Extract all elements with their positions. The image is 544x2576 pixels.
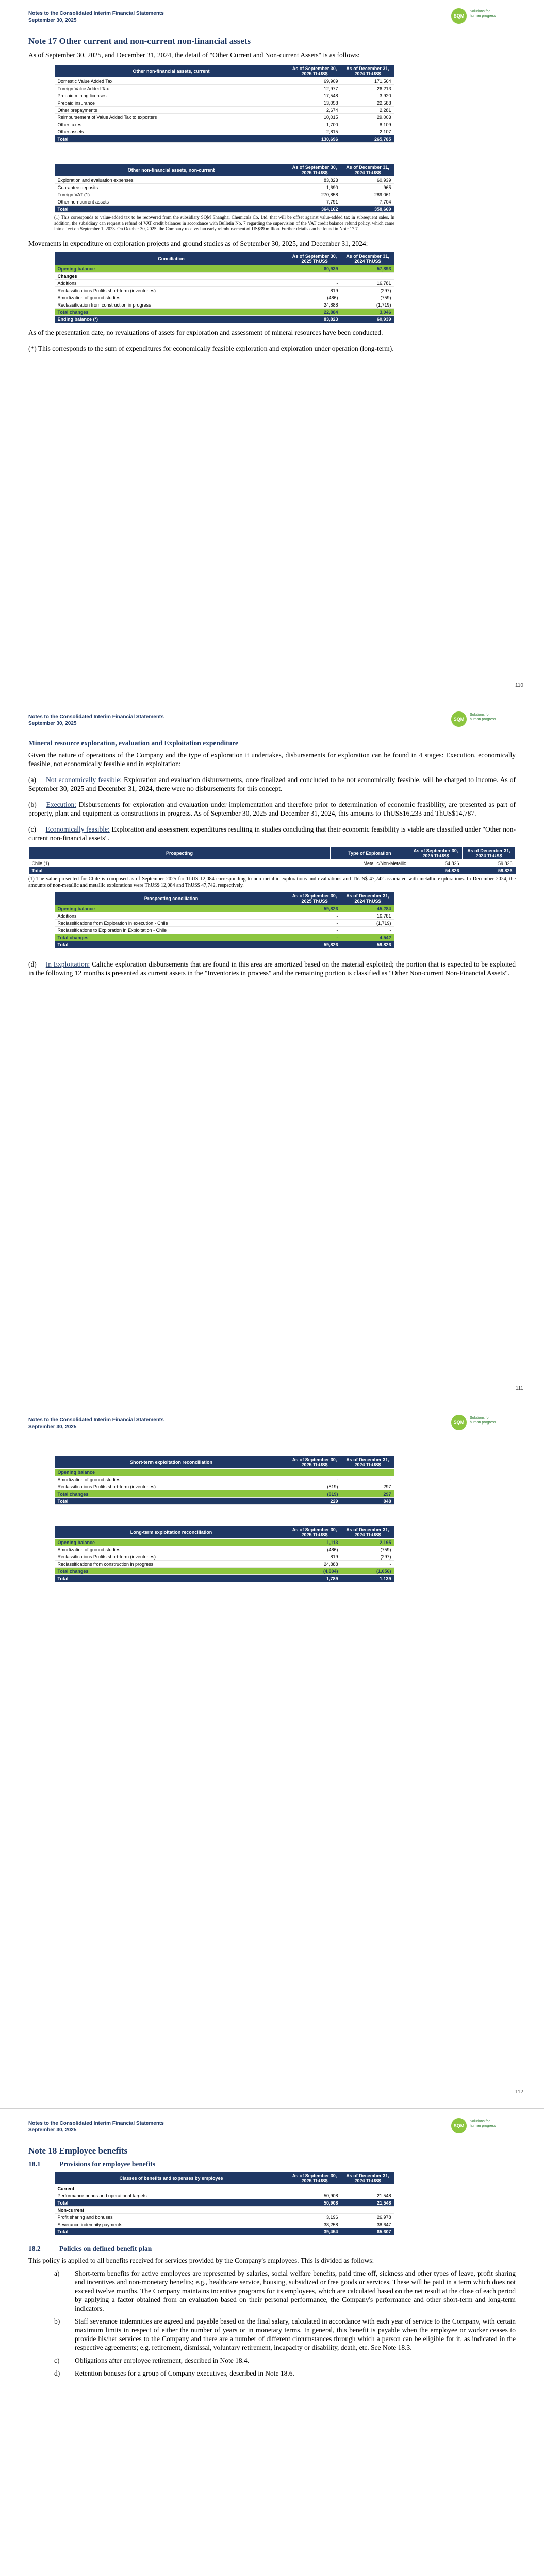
table-row <box>55 1476 394 1483</box>
total-row <box>55 941 394 948</box>
table-cell: 83,823 <box>288 316 341 323</box>
table-cell <box>341 2207 394 2214</box>
table-cell: 22,588 <box>341 99 394 107</box>
short-term-exploitation-table: Short-term exploitation reconciliation As of September 30, 2025 ThUS$ As of December 31, 2024 ThUS$ Opening balance Amortization of ground studies - - Reclassifications Profits short-term (inventories) (819) 297 Total changes (819) 297 Total 229 848 <box>54 1455 394 1505</box>
table-cell: Metallic/Non-Metallic <box>331 860 409 867</box>
sqm-logo <box>451 1415 529 1432</box>
table-cell: Other assets <box>55 128 288 135</box>
table-row <box>55 280 394 287</box>
total-row <box>29 867 516 874</box>
table-cell: Opening balance <box>55 265 288 273</box>
page-number: 112 <box>515 2089 523 2095</box>
table-cell: Ending balance (*) <box>55 316 288 323</box>
table-cell: - <box>288 934 341 941</box>
table-cell <box>331 867 409 874</box>
table-row <box>55 184 394 191</box>
table-row <box>55 2221 394 2228</box>
list-item-label: b) <box>54 2317 60 2325</box>
table-cell: 7,791 <box>288 198 341 206</box>
table-cell: 65,607 <box>341 2228 394 2235</box>
table-cell: 45,284 <box>341 905 394 912</box>
list-item-label: d) <box>54 2369 60 2377</box>
table-cell: 2,107 <box>341 128 394 135</box>
table-cell: - <box>288 920 341 927</box>
table-cell: 24,888 <box>288 301 341 309</box>
table-cell: Foreign VAT (1) <box>55 191 288 198</box>
sqm-logo <box>451 2118 529 2136</box>
table-cell: 171,564 <box>341 78 394 85</box>
table-cell: 54,826 <box>409 867 463 874</box>
table-cell: Opening balance <box>55 1539 288 1546</box>
table-cell <box>288 2185 341 2192</box>
table-cell <box>341 1469 394 1476</box>
table-cell: - <box>341 927 394 934</box>
table-cell: Total changes <box>55 934 288 941</box>
noncurrent-assets-table: Other non-financial assets, non-current As of September 30, 2025 ThUS$ As of December 31, 2024 ThUS$ Exploration and evaluation expenses 83,823 60,939 Guarantee deposits 1,690 965 Foreign VAT (1) 270,858 289,061 Other non-current assets 7,791 7,704 Total 364,162 358,669 <box>54 163 394 213</box>
page-number: 111 <box>515 1386 523 1392</box>
table-cell: Total <box>55 1575 288 1582</box>
table-cell: Performance bonds and operational targets <box>55 2192 288 2199</box>
table-cell: Non-current <box>55 2207 288 2214</box>
table-cell: 24,888 <box>288 1561 341 1568</box>
table-cell: Other taxes <box>55 121 288 128</box>
list-item-text: Retention bonuses for a group of Company executives, described in Note 18.6. <box>75 2369 294 2377</box>
logo-tagline: Solutions for human progress <box>470 1416 496 1425</box>
table-cell: Total <box>55 2228 288 2235</box>
table-row <box>55 1539 394 1546</box>
movements-intro: Movements in expenditure on exploration projects and ground studies as of September 30, 2025, and December 31, 2024: <box>28 240 368 247</box>
table-cell: 1,139 <box>341 1575 394 1582</box>
total-row <box>55 206 394 213</box>
table-cell: 2,674 <box>288 107 341 114</box>
sqm-logo <box>451 8 529 26</box>
table-cell: (819) <box>288 1490 341 1498</box>
table-cell: 16,781 <box>341 912 394 920</box>
list-item <box>54 2369 516 2378</box>
mineral-heading: Mineral resource exploration, evaluation and Exploitation expenditure <box>28 739 238 747</box>
table-cell: 297 <box>341 1490 394 1498</box>
table-cell: 38,647 <box>341 2221 394 2228</box>
table-cell: 38,258 <box>288 2221 341 2228</box>
page-header: Notes to the Consolidated Interim Financial Statements September 30, 2025 <box>28 11 164 23</box>
table-cell: Changes <box>55 273 288 280</box>
table-cell: Total <box>55 135 288 143</box>
table-cell: 3,196 <box>288 2214 341 2221</box>
table-cell: Domestic Value Added Tax <box>55 78 288 85</box>
table-cell: 69,909 <box>288 78 341 85</box>
note-17-title: Note 17 Other current and non-current non-financial assets <box>28 36 251 46</box>
table-row <box>55 2214 394 2221</box>
table-cell: (297) <box>341 1553 394 1561</box>
item-b: (b) Execution: Disbursements for exploration and evaluation under implementation and therefore prior to determination of economic feasibility, are presented as part of property, plant and equipment as constructions in progress. As of September 30, 2025 and December 31, 2024, this amounts to ThUS$16,233 and ThUS$14,787. <box>28 801 516 817</box>
table-cell: Additions <box>55 280 288 287</box>
table-cell: Additions <box>55 912 288 920</box>
table-cell: 59,826 <box>463 860 516 867</box>
total-row <box>55 2199 394 2207</box>
list-item-text: Obligations after employee retirement, described in Note 18.4. <box>75 2357 250 2364</box>
table-cell: Prepaid insurance <box>55 99 288 107</box>
table-cell: 289,061 <box>341 191 394 198</box>
table-cell: (4,804) <box>288 1568 341 1575</box>
page-header: Notes to the Consolidated Interim Financial Statements September 30, 2025 <box>28 2121 164 2133</box>
table-cell <box>288 2207 341 2214</box>
table-row <box>55 265 394 273</box>
table-cell: Total <box>55 206 288 213</box>
prospecting-conciliation-table: Prospecting conciliation As of September 30, 2025 ThUS$ As of December 31, 2024 ThUS$ Opening balance 59,826 45,284 Additions - 16,781 Reclassifications from Exploration in execution - Chile - (1,719) Reclassifications to Exploration in Exploitation - Chile - - Total changes - 4,542 Total 59,826 59,826 <box>54 892 394 948</box>
table-cell: Total <box>55 1498 288 1505</box>
table-cell: 10,015 <box>288 114 341 121</box>
table-cell: 229 <box>288 1498 341 1505</box>
table-cell: 60,939 <box>341 316 394 323</box>
table-cell: Reclassifications Profits short-term (inventories) <box>55 287 288 294</box>
page-112 <box>0 1406 544 2107</box>
table-cell: Amortization of ground studies <box>55 1546 288 1553</box>
table-cell <box>341 2185 394 2192</box>
table-cell: 2,815 <box>288 128 341 135</box>
movements-table: Conciliation As of September 30, 2025 ThUS$ As of December 31, 2024 ThUS$ Opening balance 60,939 57,893 Changes Additions - 16,781 Reclassifications Profits short-term (inventories) 819 (297) Amortization of ground studies (486) (759) Reclassification from construction in progress 24,888 (1,719) Total changes 22,884 3,046 Ending balance (*) 83,823 60,939 <box>54 252 394 323</box>
table-cell: 83,823 <box>288 177 341 184</box>
table-cell: Other non-current assets <box>55 198 288 206</box>
item-c: (c) Economically feasible: Exploration and assessment expenditures resulting in studies concluding that their economic feasibility is viable are classified under "Other non-current non-financial assets". <box>28 825 516 842</box>
table-cell: 50,908 <box>288 2199 341 2207</box>
page-111 <box>0 703 544 1404</box>
table-cell: 21,548 <box>341 2199 394 2207</box>
table-row <box>55 905 394 912</box>
table-cell: Other prepayments <box>55 107 288 114</box>
page-113 <box>0 2110 544 2576</box>
benefit-policy-list <box>54 2269 516 2378</box>
table-cell: 3,046 <box>341 309 394 316</box>
table-cell: 2,195 <box>341 1539 394 1546</box>
list-item-label: a) <box>54 2269 60 2277</box>
table-cell: 1,113 <box>288 1539 341 1546</box>
list-item-text: Short-term benefits for active employees are represented by salaries, social welfare benefits, paid time off, sickness and other types of leave, profit sharing and incentives and non-monetary benefits; e.g., healthcare service, housing, subsidized or free goods or services. These will be paid in a term which does not exceed twelve months. The Company maintains incentive programs for its employees, which are calculated based on the net result at the close of each period by applying a factor obtained from an evaluation based on their personal performance, the Company's performance and other short-term and long-term indicators. <box>75 2269 516 2312</box>
table-cell: 16,781 <box>341 280 394 287</box>
table-cell: Guarantee deposits <box>55 184 288 191</box>
table-row <box>55 1490 394 1498</box>
table-cell: Chile (1) <box>29 860 331 867</box>
note-18-title: Note 18 Employee benefits <box>28 2146 128 2156</box>
table-row <box>55 78 394 85</box>
table-cell: 3,920 <box>341 92 394 99</box>
table-cell: - <box>288 927 341 934</box>
section-18-2-title: 18.2 Policies on defined benefit plan <box>28 2245 152 2252</box>
table-row <box>55 121 394 128</box>
sqm-logo <box>451 711 529 729</box>
table-row <box>55 1483 394 1490</box>
page-header: Notes to the Consolidated Interim Financial Statements September 30, 2025 <box>28 1417 164 1430</box>
table-cell: 39,454 <box>288 2228 341 2235</box>
list-item-text: Staff severance indemnities are agreed and payable based on the final salary, calculated in accordance with each year of service to the Company, with certain maximum limits in respect of either the number of years or in monetary terms. In general, this benefit is payable when the employee or worker ceases to provide his/her services to the Company and there are a number of different circumstances through which a person can be eligible for it, as indicated in the respective agreements; e.g. retirement, dismissal, voluntary retirement, incapacity or disability, death, etc. See Note 18.3. <box>75 2317 516 2351</box>
prospecting-footnote: (1) The value presented for Chile is composed as of September 2025 for ThUS 12,084 corresponding to non-metallic explorations and evaluations and ThUS$ 47,742 associated with metallic explorations. In December 2024, the amounts of non-metallic and metallic explorations were ThUS$ 12,084 and ThUS$ 47,742, respectively. <box>28 876 516 888</box>
table-row <box>55 128 394 135</box>
table-cell: 7,704 <box>341 198 394 206</box>
table-cell: 54,826 <box>409 860 463 867</box>
total-row <box>55 1575 394 1582</box>
table-cell: Opening balance <box>55 905 288 912</box>
table-row <box>55 2207 394 2214</box>
table-cell: 22,884 <box>288 309 341 316</box>
employee-benefits-table: Classes of benefits and expenses by employee As of September 30, 2025 ThUS$ As of December 31, 2024 ThUS$ Current Performance bonds and operational targets 50,908 21,548 Total 50,908 21,548 Non-current Profit sharing and bonuses 3,196 26,978 Severance indemnity payments 38,258 38,647 Total 39,454 65,607 <box>54 2172 394 2235</box>
page-110 <box>0 0 544 701</box>
table-cell: 297 <box>341 1483 394 1490</box>
table-cell: Reclassifications Profits short-term (inventories) <box>55 1553 288 1561</box>
table-cell: Total changes <box>55 309 288 316</box>
table-cell: Prepaid mining licenses <box>55 92 288 99</box>
table-cell: Opening balance <box>55 1469 288 1476</box>
table-cell: Reclassification from construction in progress <box>55 301 288 309</box>
table-cell: Reimbursement of Value Added Tax to exporters <box>55 114 288 121</box>
table-row <box>55 301 394 309</box>
table-row <box>55 1469 394 1476</box>
table-cell: Total changes <box>55 1568 288 1575</box>
asterisk-note: (*) This corresponds to the sum of expenditures for economically feasible exploration and exploration under operation (long-term). <box>28 345 394 352</box>
list-item-label: c) <box>54 2357 60 2364</box>
table-cell: Total <box>55 941 288 948</box>
logo-tagline: Solutions for human progress <box>470 10 496 18</box>
table-cell: - <box>341 1561 394 1568</box>
page-header: Notes to the Consolidated Interim Financial Statements September 30, 2025 <box>28 714 164 726</box>
table-cell: (486) <box>288 1546 341 1553</box>
table-cell: Reclassifications from Exploration in execution - Chile <box>55 920 288 927</box>
table-cell: (486) <box>288 294 341 301</box>
page-number: 110 <box>515 683 523 688</box>
table-row <box>55 114 394 121</box>
table-cell: 848 <box>341 1498 394 1505</box>
table-cell: (819) <box>288 1483 341 1490</box>
stages-paragraph: Given the nature of operations of the Company and the type of exploration it undertakes, disbursements for exploration can be found in 4 stages: Execution, economically feasible, not economically feasible and in exploitation: <box>28 751 516 768</box>
table-row <box>55 177 394 184</box>
table-cell: Total <box>29 867 331 874</box>
table-cell: (297) <box>341 287 394 294</box>
total-row <box>55 316 394 323</box>
table-row <box>55 1561 394 1568</box>
table-cell: 29,003 <box>341 114 394 121</box>
current-assets-table: Other non-financial assets, current As of September 30, 2025 ThUS$ As of December 31, 2024 ThUS$ Domestic Value Added Tax 69,909 171,564 Foreign Value Added Tax 12,977 26,213 Prepaid mining licenses 17,548 3,920 Prepaid insurance 13,058 22,588 Other prepayments 2,674 2,281 Reimbursement of Value Added Tax to exporters 10,015 29,003 Other taxes 1,700 8,109 Other assets 2,815 2,107 Total 130,696 265,785 <box>54 64 394 143</box>
table-row <box>55 107 394 114</box>
item-a: (a) Not economically feasible: Exploration and evaluation disbursements, once finalized and concluded to be not economically feasible, will be charged to income. As of September 30, 2025 and December 31, 2024, there were no disbursements for this concept. <box>28 776 516 792</box>
table-cell: 1,690 <box>288 184 341 191</box>
sqm-logo-icon: SQM <box>451 1415 467 1430</box>
section-18-2-intro: This policy is applied to all benefits received for services provided by the Company's employees. This is divided as follows: <box>28 2257 374 2264</box>
table-cell: Total <box>55 2199 288 2207</box>
table-cell <box>288 1469 341 1476</box>
table-row <box>55 287 394 294</box>
table-cell: 819 <box>288 287 341 294</box>
table-cell: 12,977 <box>288 85 341 92</box>
table-cell: 1,700 <box>288 121 341 128</box>
table-cell: - <box>288 280 341 287</box>
table-row <box>55 294 394 301</box>
table-cell: - <box>288 1476 341 1483</box>
table-row <box>55 920 394 927</box>
total-row <box>55 135 394 143</box>
table-cell: (1,719) <box>341 920 394 927</box>
table-cell: 4,542 <box>341 934 394 941</box>
table-cell: 819 <box>288 1553 341 1561</box>
table-cell <box>288 273 341 280</box>
sqm-logo-icon: SQM <box>451 2118 467 2133</box>
list-item <box>54 2356 516 2365</box>
table-cell: Total changes <box>55 1490 288 1498</box>
table-cell: 21,548 <box>341 2192 394 2199</box>
table-cell: 2,281 <box>341 107 394 114</box>
list-item <box>54 2269 516 2313</box>
table-row <box>55 934 394 941</box>
table-cell: (1,719) <box>341 301 394 309</box>
item-d: (d) In Exploitation: Caliche exploration disbursements that are found in this area are amortized based on the material exploited; the portion that is expected to be exploited in the following 12 months is presented as current assets in the "Inventories in process" and the remaining portion is classified as "Other Non-current Non-Financial Assets". <box>28 960 516 977</box>
table-cell: 17,548 <box>288 92 341 99</box>
table-row <box>55 912 394 920</box>
logo-tagline: Solutions for human progress <box>470 2120 496 2128</box>
table-cell: 59,826 <box>341 941 394 948</box>
table-cell: Reclassifications to Exploration in Exploitation - Chile <box>55 927 288 934</box>
table-row <box>29 860 516 867</box>
table-cell: 364,162 <box>288 206 341 213</box>
table-cell: Reclassifications from construction in progress <box>55 1561 288 1568</box>
table-cell: - <box>288 912 341 920</box>
table-cell: 59,826 <box>288 941 341 948</box>
table-cell: 270,858 <box>288 191 341 198</box>
section-18-1-title: 18.1 Provisions for employee benefits <box>28 2160 155 2168</box>
table-cell: - <box>341 1476 394 1483</box>
table-cell: (759) <box>341 294 394 301</box>
table-cell: 13,058 <box>288 99 341 107</box>
table-cell: 358,669 <box>341 206 394 213</box>
table-cell: 60,939 <box>341 177 394 184</box>
table-row <box>55 927 394 934</box>
table-cell: 8,109 <box>341 121 394 128</box>
table-cell: 265,785 <box>341 135 394 143</box>
table-cell: 60,939 <box>288 265 341 273</box>
page-divider <box>0 2108 544 2109</box>
table-cell: Current <box>55 2185 288 2192</box>
table-row <box>55 2185 394 2192</box>
table-cell: 50,908 <box>288 2192 341 2199</box>
table-cell: Amortization of ground studies <box>55 1476 288 1483</box>
table-cell: Severance indemnity payments <box>55 2221 288 2228</box>
sqm-logo-icon: SQM <box>451 711 467 727</box>
table-row <box>55 198 394 206</box>
table-row <box>55 1568 394 1575</box>
table-cell: (1,056) <box>341 1568 394 1575</box>
table-cell: Foreign Value Added Tax <box>55 85 288 92</box>
table-cell: 965 <box>341 184 394 191</box>
table-row <box>55 2192 394 2199</box>
table-cell: Profit sharing and bonuses <box>55 2214 288 2221</box>
table-cell: 26,213 <box>341 85 394 92</box>
long-term-exploitation-table: Long-term exploitation reconciliation As of September 30, 2025 ThUS$ As of December 31, 2024 ThUS$ Opening balance 1,113 2,195 Amortization of ground studies (486) (759) Reclassifications Profits short-term (inventories) 819 (297) Reclassifications from construction in progress 24,888 - Total changes (4,804) (1,056) Total 1,789 1,139 <box>54 1526 394 1582</box>
table-row <box>55 99 394 107</box>
table-cell: 57,893 <box>341 265 394 273</box>
prospecting-table: Prospecting Type of Exploration As of September 30, 2025 ThUS$ As of December 31, 2024 ThUS$ Chile (1) Metallic/Non-Metallic 54,826 59,826 Total 54,826 59,826 <box>28 846 516 874</box>
table-cell: Exploration and evaluation expenses <box>55 177 288 184</box>
total-row <box>55 1498 394 1505</box>
revaluation-paragraph: As of the presentation date, no revaluations of assets for exploration and assessment of mineral resources have been conducted. <box>28 329 383 336</box>
table-cell: Amortization of ground studies <box>55 294 288 301</box>
table-row <box>55 92 394 99</box>
total-row <box>55 2228 394 2235</box>
table-row <box>55 1546 394 1553</box>
table-row <box>55 191 394 198</box>
table-cell: 59,826 <box>288 905 341 912</box>
table-cell: 26,978 <box>341 2214 394 2221</box>
table-row <box>55 273 394 280</box>
table-cell: (759) <box>341 1546 394 1553</box>
note-17-intro: As of September 30, 2025, and December 31, 2024, the detail of "Other Current and Non-current Assets" is as follows: <box>28 51 360 59</box>
list-item <box>54 2317 516 2352</box>
table-cell <box>341 273 394 280</box>
table-row <box>55 1553 394 1561</box>
logo-tagline: Solutions for human progress <box>470 713 496 721</box>
table-row <box>55 85 394 92</box>
sqm-logo-icon: SQM <box>451 8 467 24</box>
vat-footnote: (1) This corresponds to value-added tax to be recovered from the subsidiary SQM Shanghai Chemicals Co. Ltd. that will be offset against value-added tax in subsequent sales. In addition, the subsidiary can request a refund of VAT credit balances in accordance with Bulletin No. 7 regarding the supervision of the VAT credit balance refund policy, which came into effect on September 1, 2023. On October 30, 2025, the Company received an early reimbursement of US$39 million. Further details can be found in Note 17.7. <box>54 215 394 231</box>
table-row <box>55 309 394 316</box>
table-cell: Reclassifications Profits short-term (inventories) <box>55 1483 288 1490</box>
table-cell: 59,826 <box>463 867 516 874</box>
table-cell: 1,789 <box>288 1575 341 1582</box>
table-cell: 130,696 <box>288 135 341 143</box>
